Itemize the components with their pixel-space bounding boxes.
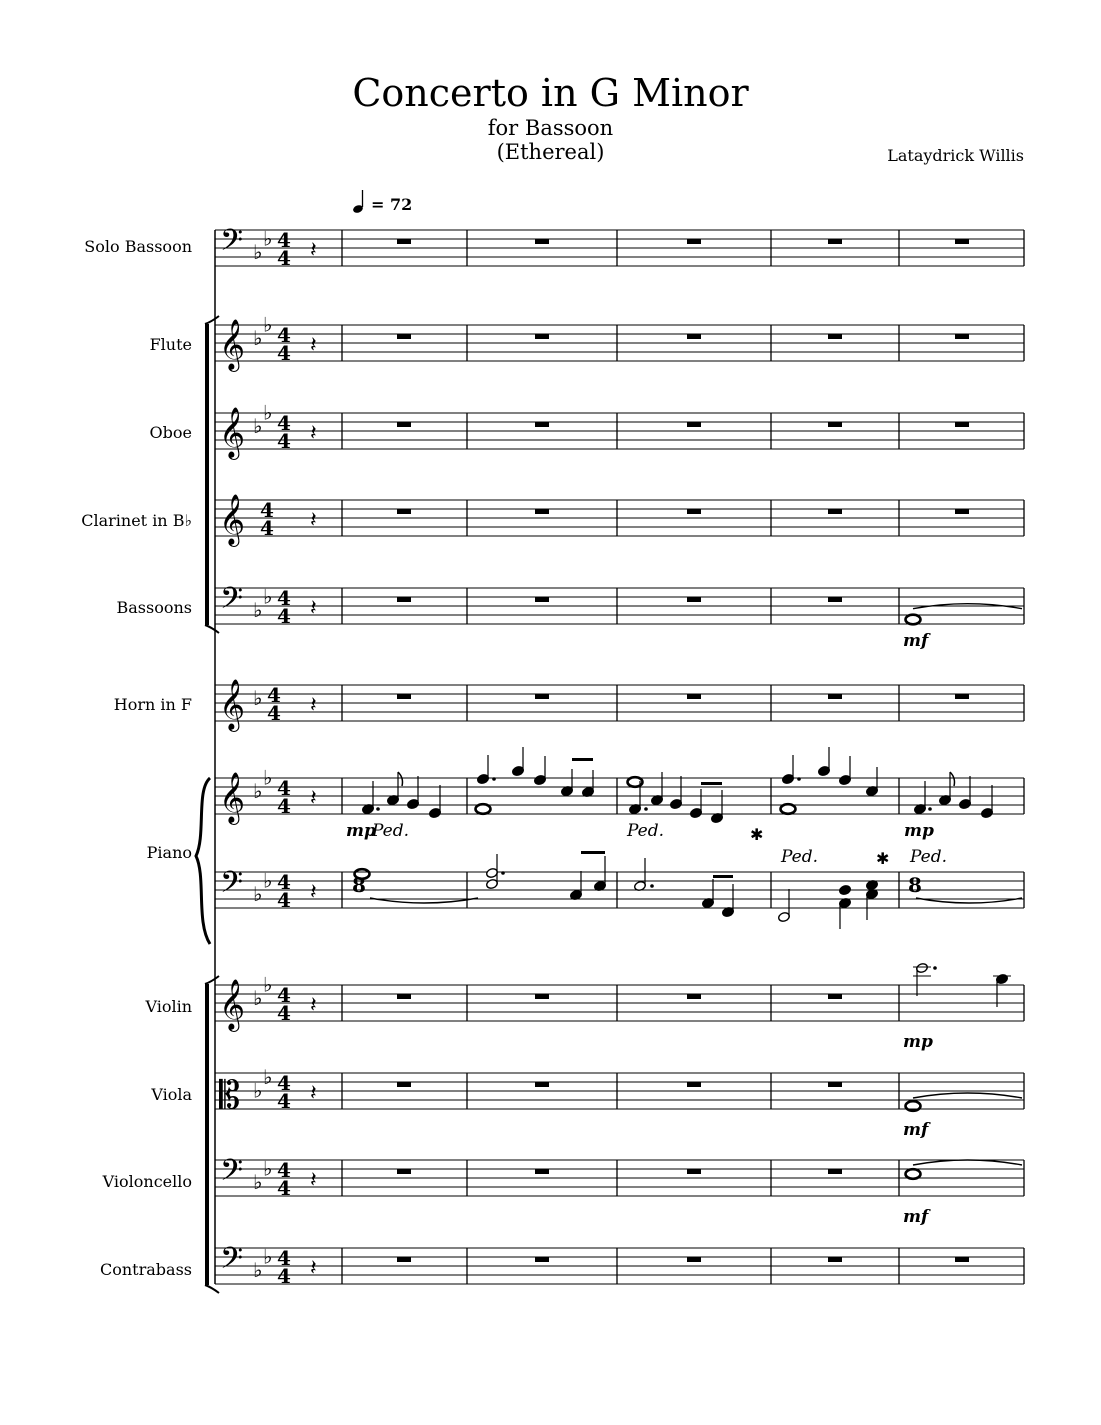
key-flat-icon: ♭ [263, 226, 273, 251]
quarter-rest-icon: 𝄽 [310, 421, 317, 446]
whole-rest [828, 239, 842, 244]
label-viola: Viola [151, 1085, 192, 1104]
time-sig-num: 4 [277, 776, 291, 800]
whole-rest [955, 694, 969, 699]
whole-rest [828, 1257, 842, 1262]
time-sig-num: 4 [277, 870, 291, 894]
augmentation-dot [928, 807, 932, 811]
quarter-rest-icon: 𝄽 [310, 880, 317, 905]
key-flat-icon: ♭ [263, 312, 273, 337]
quarter-rest-icon: 𝄽 [310, 1081, 317, 1106]
dynamic-viola-m5: mf [903, 1120, 929, 1140]
key-flat-icon: ♭ [253, 882, 263, 906]
whole-rest [397, 334, 411, 339]
whole-rest [397, 1257, 411, 1262]
score-subtitle: for Bassoon [487, 116, 614, 140]
beam [581, 851, 605, 854]
cello-whole-note [906, 1169, 921, 1179]
key-flat-icon: ♭ [253, 986, 263, 1010]
whole-rest [397, 694, 411, 699]
piano-brace [196, 778, 210, 944]
label-contrabass: Contrabass [100, 1260, 192, 1279]
key-flat-icon: ♭ [253, 598, 263, 622]
key-flat-icon: ♭ [253, 1170, 263, 1194]
key-flat-icon: ♭ [263, 972, 273, 997]
time-sig-den: 4 [267, 701, 281, 725]
quarter-rest-icon: 𝄽 [310, 993, 317, 1018]
whole-rest [828, 509, 842, 514]
whole-rest [535, 597, 549, 602]
whole-rest [955, 334, 969, 339]
key-flat-icon: ♭ [263, 868, 273, 893]
flag [950, 772, 955, 786]
quarter-rest-icon: 𝄽 [310, 238, 317, 263]
label-clarinet: Clarinet in B♭ [81, 511, 192, 530]
quarter-rest-icon: 𝄽 [310, 693, 317, 718]
whole-rest [687, 1082, 701, 1087]
alto-clef-icon: 𝄡 [219, 1073, 241, 1117]
key-flat-icon: ♭ [253, 240, 263, 264]
augmentation-dot [644, 807, 648, 811]
dynamic-violin-m5: mp [903, 1032, 933, 1052]
whole-rest [535, 334, 549, 339]
treble-clef-icon: 𝄞 [219, 679, 246, 730]
treble-clef-icon: 𝄞 [219, 319, 246, 370]
key-flat-icon: ♭ [253, 779, 263, 803]
whole-rest [535, 694, 549, 699]
whole-rest [828, 1082, 842, 1087]
key-flat-icon: ♭ [253, 326, 263, 350]
staff-violin [215, 973, 1024, 1033]
whole-rest [397, 994, 411, 999]
whole-rest [828, 994, 842, 999]
time-sig-num: 4 [277, 228, 291, 252]
label-solo-bassoon: Solo Bassoon [84, 237, 192, 256]
time-sig-den: 4 [277, 604, 291, 628]
label-bassoons: Bassoons [116, 598, 192, 617]
whole-rest [687, 334, 701, 339]
tie [913, 1160, 1022, 1165]
whole-rest [687, 509, 701, 514]
staff-piano-lh [215, 866, 1024, 912]
whole-rest [828, 694, 842, 699]
quarter-rest-icon: 𝄽 [310, 1168, 317, 1193]
treble-clef-icon: 𝄞 [219, 772, 246, 823]
whole-note [476, 804, 491, 814]
label-violoncello: Violoncello [102, 1172, 192, 1191]
key-flat-icon: ♭ [263, 1156, 273, 1181]
key-flat-icon: ♭ [253, 1258, 263, 1282]
beam [713, 875, 733, 878]
pedal-mark-m1: Ped. [372, 821, 410, 841]
augmentation-dot [650, 884, 654, 888]
key-flat-icon: ♭ [263, 1065, 273, 1089]
piano-figure-m1: 8 [352, 873, 366, 897]
score-title: Concerto in G Minor [352, 71, 749, 115]
label-oboe: Oboe [149, 423, 192, 442]
dynamic-piano-m1: mp [346, 821, 376, 841]
whole-rest [535, 509, 549, 514]
pedal-mark-m4: Ped. [781, 847, 819, 867]
beam [572, 758, 593, 761]
staff-violoncello [215, 1154, 1024, 1200]
time-sig-num: 4 [277, 1246, 291, 1270]
label-piano: Piano [146, 843, 192, 862]
beam [701, 782, 722, 785]
time-sig-den: 4 [277, 1176, 291, 1200]
tempo-marking [352, 190, 412, 214]
key-flat-icon: ♭ [253, 686, 263, 710]
strings-bracket [205, 984, 209, 1285]
whole-rest [397, 509, 411, 514]
whole-rest [535, 1169, 549, 1174]
staff-solo-bassoon [215, 224, 1024, 270]
augmentation-dot [797, 777, 801, 781]
treble-clef-icon: 𝄞 [219, 494, 246, 545]
woodwind-bracket [205, 324, 209, 625]
whole-rest [397, 1082, 411, 1087]
staff-clarinet [215, 494, 1024, 547]
tempo-text: = 72 [371, 195, 413, 214]
quarter-rest-icon: 𝄽 [310, 333, 317, 358]
staff-horn [215, 679, 1024, 732]
time-sig-num: 4 [277, 1071, 291, 1095]
time-sig-den: 4 [277, 1089, 291, 1113]
whole-rest [687, 597, 701, 602]
whole-rest [828, 1169, 842, 1174]
whole-rest [955, 509, 969, 514]
dynamic-piano-m5: mp [904, 821, 934, 841]
whole-rest [535, 1257, 549, 1262]
time-sig-den: 4 [277, 341, 291, 365]
composer-name: Lataydrick Willis [887, 146, 1024, 165]
bassoons-whole-note [906, 615, 921, 625]
whole-rest [828, 334, 842, 339]
whole-rest [828, 422, 842, 427]
label-flute: Flute [149, 335, 192, 354]
quarter-rest-icon: 𝄽 [310, 1256, 317, 1281]
time-sig-den: 4 [277, 429, 291, 453]
pedal-mark-m5: Ped. [910, 847, 948, 867]
whole-rest [955, 422, 969, 427]
key-flat-icon: ♭ [263, 1244, 273, 1269]
bass-clef-icon: 𝄢 [220, 866, 244, 907]
time-sig-den: 4 [277, 246, 291, 270]
time-sig-den: 4 [277, 1264, 291, 1288]
time-sig-den: 4 [277, 1001, 291, 1025]
whole-rest [397, 239, 411, 244]
time-sig-num: 4 [277, 323, 291, 347]
score-subsubtitle: (Ethereal) [496, 140, 605, 164]
note-head [839, 884, 852, 895]
whole-rest [687, 1169, 701, 1174]
quarter-rest-icon: 𝄽 [310, 786, 317, 811]
quarter-rest-icon: 𝄽 [310, 596, 317, 621]
staff-piano-rh [215, 766, 1024, 826]
whole-rest [535, 239, 549, 244]
label-violin: Violin [145, 997, 192, 1016]
flag [398, 772, 403, 786]
bass-clef-icon: 𝄢 [220, 582, 244, 623]
whole-rest [535, 422, 549, 427]
bass-clef-icon: 𝄢 [220, 1154, 244, 1195]
dynamic-cello-m5: mf [903, 1207, 929, 1227]
whole-rest [687, 1257, 701, 1262]
key-flat-icon: ♭ [253, 414, 263, 438]
whole-rest [397, 1169, 411, 1174]
piano-figure-m5: 8 [908, 873, 922, 897]
whole-rest [535, 1082, 549, 1087]
time-sig-num: 4 [277, 1158, 291, 1182]
bass-clef-icon: 𝄢 [220, 1242, 244, 1283]
whole-rest [535, 994, 549, 999]
pedal-release-m4: ✱ [876, 849, 890, 868]
augmentation-dot [501, 871, 505, 875]
time-sig-num: 4 [277, 586, 291, 610]
key-flat-icon: ♭ [263, 584, 273, 609]
augmentation-dot [492, 777, 496, 781]
time-sig-num: 4 [277, 411, 291, 435]
whole-rest [955, 1257, 969, 1262]
time-sig-num: 4 [277, 983, 291, 1007]
time-sig-den: 4 [277, 888, 291, 912]
treble-clef-icon: 𝄞 [219, 407, 246, 458]
whole-rest [955, 239, 969, 244]
staff-flute [215, 313, 1024, 373]
whole-rest [828, 597, 842, 602]
tie [913, 1093, 1022, 1098]
label-horn: Horn in F [113, 695, 192, 714]
treble-clef-icon: 𝄞 [219, 979, 246, 1030]
staff-oboe [215, 401, 1024, 461]
pedal-release-m3: ✱ [750, 825, 764, 844]
pedal-mark-m3: Ped. [627, 821, 665, 841]
whole-rest [687, 422, 701, 427]
dynamic-bassoons-m5: mf [903, 631, 929, 651]
whole-rest [687, 994, 701, 999]
time-sig-den: 4 [277, 794, 291, 818]
quarter-rest-icon: 𝄽 [310, 508, 317, 533]
key-flat-icon: ♭ [263, 400, 273, 425]
key-flat-icon: ♭ [253, 1078, 263, 1103]
staff-viola [215, 1065, 1024, 1117]
whole-rest [397, 597, 411, 602]
whole-rest [687, 239, 701, 244]
whole-note [781, 804, 796, 814]
whole-rest [687, 694, 701, 699]
augmentation-dot [933, 966, 937, 970]
augmentation-dot [376, 807, 380, 811]
staff-contrabass [215, 1242, 1024, 1288]
whole-rest [397, 422, 411, 427]
time-sig-den: 4 [260, 516, 274, 540]
staff-bassoons [215, 582, 1024, 628]
bass-clef-icon: 𝄢 [220, 224, 244, 265]
time-sig-num: 4 [267, 683, 281, 707]
time-sig-num: 4 [260, 498, 274, 522]
key-flat-icon: ♭ [263, 765, 273, 790]
